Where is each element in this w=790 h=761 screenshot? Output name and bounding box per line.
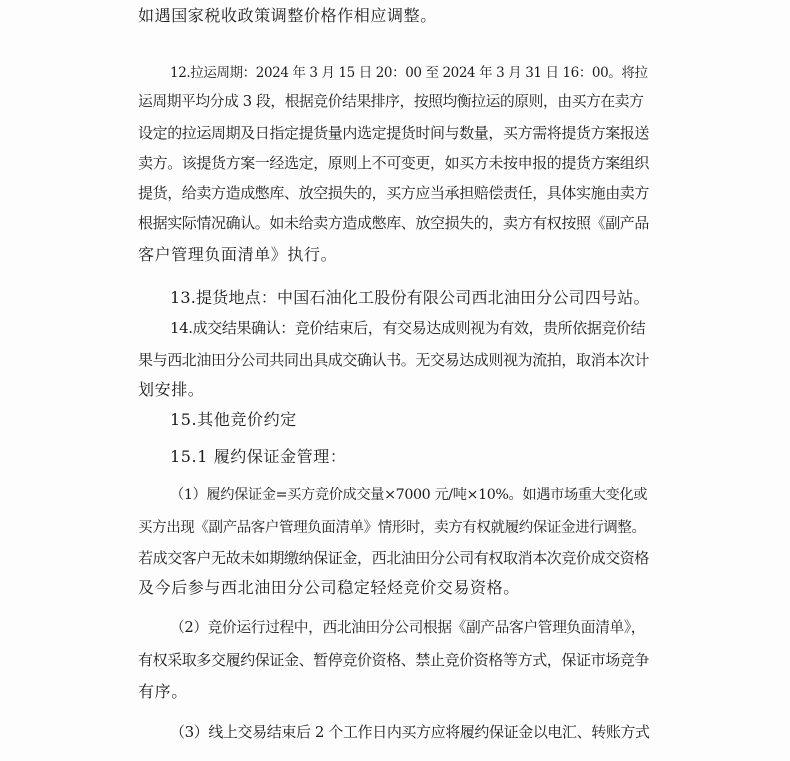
text-line: 12.拉运周期：2024 年 3 月 15 日 20：00 至 2024 年 3 月 31 日 16：00。将拉 <box>170 65 648 81</box>
text-line: （3）线上交易结束后 2 个工作日内买方应将履约保证金以电汇、转账方式 <box>170 723 650 741</box>
text-line: 有权采取多交履约保证金、暂停竞价资格、禁止竞价资格等方式，保证市场竞争 <box>138 651 650 669</box>
text-line: 如遇国家税收政策调整价格作相应调整。 <box>138 6 437 25</box>
text-line: 客户管理负面清单》执行。 <box>138 245 338 264</box>
text-line: 提货，给卖方造成憋库、放空损失的，买方应当承担赔偿责任，具体实施由卖方 <box>138 184 650 202</box>
text-line: 13.提货地点：中国石油化工股份有限公司西北油田分公司四号站。 <box>170 288 650 307</box>
text-line: （1）履约保证金=买方竞价成交量×7000 元/吨×10%。如遇市场重大变化或 <box>170 487 648 503</box>
text-line: 及今后参与西北油田分公司稳定轻烃竞价交易资格。 <box>138 578 520 597</box>
text-line: 卖方。该提货方案一经选定，原则上不可变更，如买方未按申报的提货方案组织 <box>138 154 650 172</box>
text-line: 设定的拉运周期及日指定提货量内选定提货时间与数量，买方需将提货方案报送 <box>138 124 650 142</box>
text-line: （2）竞价运行过程中，西北油田分公司根据《副产品客户管理负面清单》， <box>170 619 646 636</box>
text-line: 划安排。 <box>138 380 205 399</box>
subsection-heading: 15.1 履约保证金管理： <box>170 447 347 466</box>
text-line: 若成交客户无故未如期缴纳保证金，西北油田分公司有权取消本次竞价成交资格 <box>138 549 650 567</box>
section-heading: 15.其他竞价约定 <box>170 410 297 429</box>
text-line: 果与西北油田分公司共同出具成交确认书。无交易达成则视为流拍，取消本次计 <box>138 351 650 369</box>
text-line: 根据实际情况确认。如未给卖方造成憋库、放空损失的，卖方有权按照《副产品 <box>138 214 650 232</box>
text-line: 买方出现《副产品客户管理负面清单》情形时，卖方有权就履约保证金进行调整。 <box>138 520 646 536</box>
text-line: 14.成交结果确认：竞价结束后，有交易达成则视为有效，贵所依据竞价结 <box>170 319 646 337</box>
text-line: 有序。 <box>138 682 188 701</box>
text-line: 运周期平均分成 3 段，根据竞价结果排序，按照均衡拉运的原则，由买方在卖方 <box>138 93 644 110</box>
